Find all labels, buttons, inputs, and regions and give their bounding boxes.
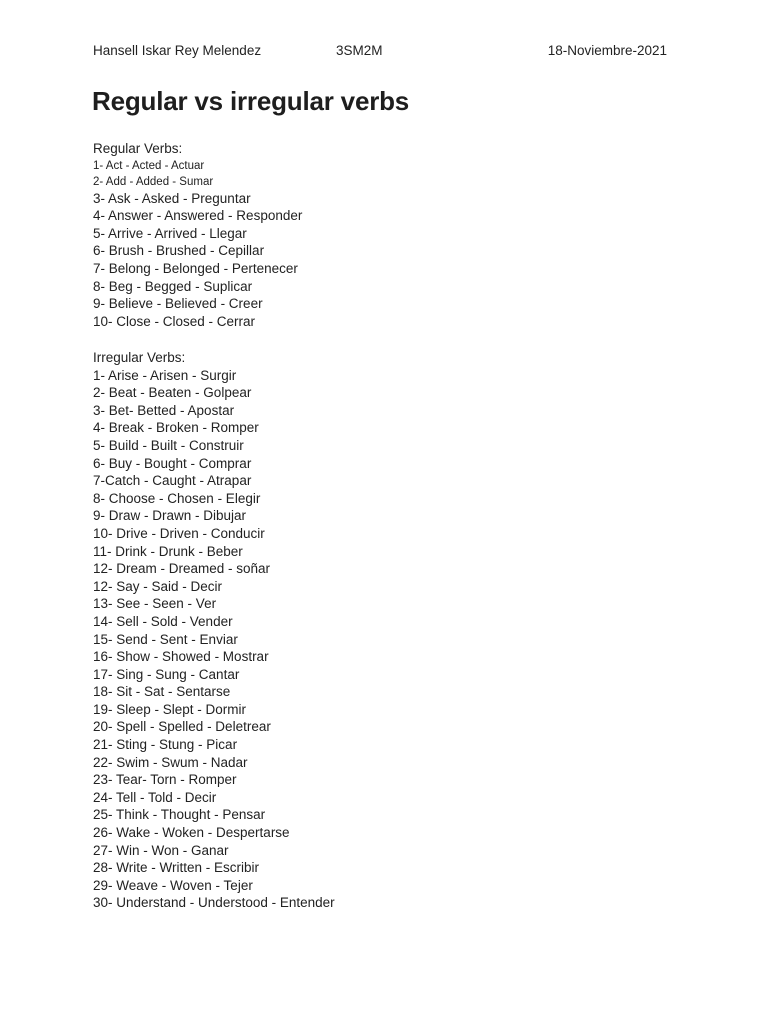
list-item: 13- See - Seen - Ver [93,596,217,612]
irregular-verbs-list [93,367,693,912]
list-item: 15- Send - Sent - Enviar [93,631,238,647]
list-item: 24- Tell - Told - Decir [93,789,217,805]
list-item: 8- Beg - Begged - Suplicar [93,278,253,294]
list-item: 9- Draw - Drawn - Dibujar [93,508,247,524]
regular-verbs-list [93,158,693,331]
list-item: 10- Close - Closed - Cerrar [93,313,256,329]
list-item: 6- Brush - Brushed - Cepillar [93,243,265,259]
list-item: 21- Sting - Stung - Picar [93,737,238,753]
list-item: 8- Choose - Chosen - Elegir [93,490,261,506]
list-item: 17- Sing - Sung - Cantar [93,666,240,682]
list-item: 2- Add - Added - Sumar [93,175,214,188]
list-item: 9- Believe - Believed - Creer [93,296,263,312]
document-date: 18-Noviembre-2021 [547,43,667,58]
list-item: 22- Swim - Swum - Nadar [93,754,248,770]
list-item: 23- Tear- Torn - Romper [93,772,237,788]
list-item: 1- Arise - Arisen - Surgir [93,367,237,383]
irregular-verbs-heading: Irregular Verbs: [93,350,186,365]
irregular-verbs-section [93,349,693,912]
list-item: 14- Sell - Sold - Vender [93,613,233,629]
list-item: 16- Show - Showed - Mostrar [93,649,269,665]
list-item: 4- Answer - Answered - Responder [93,208,303,224]
list-item: 7- Belong - Belonged - Pertenecer [93,260,298,276]
list-item: 7-Catch - Caught - Atrapar [93,473,252,489]
list-item: 5- Build - Built - Construir [93,437,244,453]
list-item: 28- Write - Written - Escribir [93,860,260,876]
list-item: 26- Wake - Woken - Despertarse [93,825,290,841]
list-item: 12- Dream - Dreamed - soñar [93,561,271,577]
list-item: 25- Think - Thought - Pensar [93,807,266,823]
list-item: 12- Say - Said - Decir [93,578,223,594]
list-item: 11- Drink - Drunk - Beber [93,543,243,559]
list-item: 19- Sleep - Slept - Dormir [93,701,247,717]
page-title: Regular vs irregular verbs [92,86,410,116]
list-item: 4- Break - Broken - Romper [93,420,259,436]
list-item: 1- Act - Acted - Actuar [93,159,205,172]
list-item: 29- Weave - Woven - Tejer [93,877,253,893]
list-item: 3- Bet- Betted - Apostar [93,402,235,418]
group-code: 3SM2M [336,43,383,58]
regular-verbs-section [93,140,693,330]
list-item: 18- Sit - Sat - Sentarse [93,684,231,700]
list-item: 6- Buy - Bought - Comprar [93,455,252,471]
list-item: 3- Ask - Asked - Preguntar [93,190,251,206]
list-item: 20- Spell - Spelled - Deletrear [93,719,271,735]
list-item: 10- Drive - Driven - Conducir [93,525,265,541]
student-name: Hansell Iskar Rey Melendez [93,43,262,58]
list-item: 30- Understand - Understood - Entender [93,895,335,911]
document-header [93,43,673,61]
regular-verbs-heading: Regular Verbs: [93,141,183,156]
list-item: 2- Beat - Beaten - Golpear [93,385,252,401]
list-item: 27- Win - Won - Ganar [93,842,229,858]
list-item: 5- Arrive - Arrived - Llegar [93,225,247,241]
